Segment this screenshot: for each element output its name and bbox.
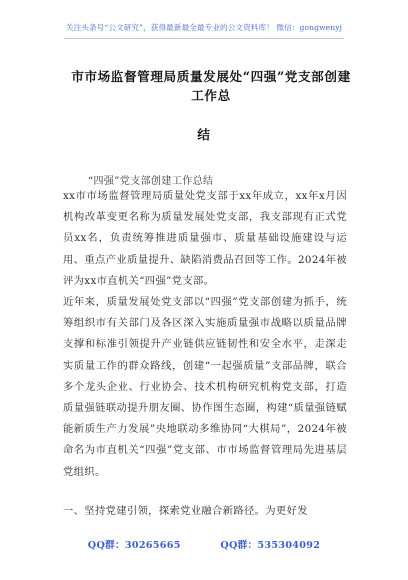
paragraph-recent-years: 近年来，质量发展处党支部以“四强”党支部创建为抓手，统筹组织市有关部门及各区深入实施质量强市战略以质量品牌支撑和标准引领提升产业链供应链韧性和安全水平，走深走实质量工作的群众路线，创建“一起强质量”支部品牌，联合多个龙头企业、行业协会、技术机构研究机构党支部，打造质量强链联动提升朋友圈、协作图生态圈，构建“质量强链赋能新质生产力发展”央地联动多维协同“大棋局”，2024年被命名为市直机关“四强”党支部、市市场监督管理局先进基层党组织。 (63, 296, 347, 478)
paragraph-section-one: 一、坚持党建引领，探索党业融合新路径。为更好发 (63, 505, 308, 517)
footer-qq-group-2: QQ群：535304092 (220, 540, 321, 551)
footer-qq-group-1: QQ群：30265665 (87, 540, 181, 551)
header-banner: 关注头条号“公文研究”，获得最新最全最专业的公文资料库！ 微信：gongwenyj (65, 23, 343, 32)
footer-contact (0, 537, 408, 551)
document-title-continued: 结 (197, 127, 211, 142)
document-title: 市市场监督管理局质量发展处“四强”党支部创建工作总 (71, 69, 351, 103)
header-divider (64, 38, 344, 39)
paragraph-intro: xx市市场监督管理局质量处党支部于xx年成立，xx年x月因机构改革变更名称为质量发展处党支部，我支部现有正式党员xx名，负责统筹推进质量强市、质量基础设施建设与运用、重点产业质量提升、缺陷消费品召回等工作。2024年被评为xx市直机关“四强”党支部。 (63, 190, 347, 287)
document-subheading: “四强”党支部创建工作总结 (88, 176, 214, 187)
